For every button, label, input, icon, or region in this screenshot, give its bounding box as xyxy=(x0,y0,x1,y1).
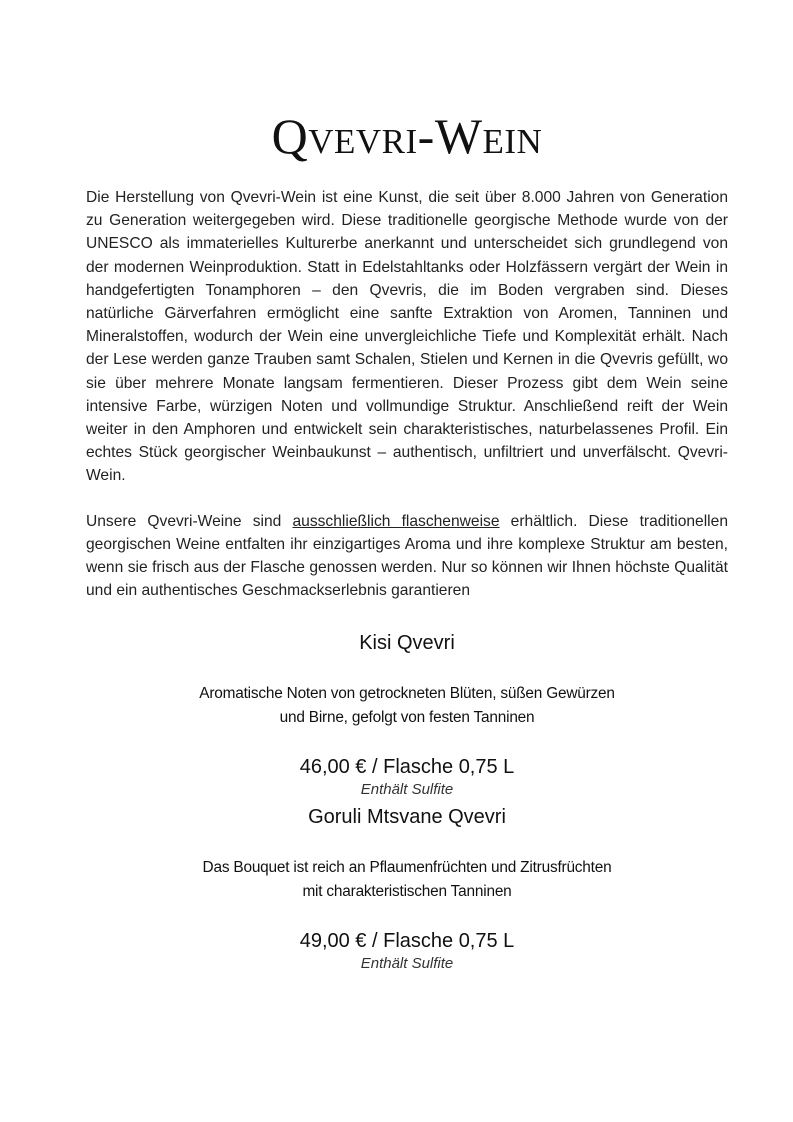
wine-name: Kisi Qvevri xyxy=(359,632,455,655)
intro-paragraph: Die Herstellung von Qvevri-Wein ist eine Kunst, die seit über 8.000 Jahren von Generation zu Generation weitergegeben wird. Diese traditionelle georgische Methode wurde von der UNESCO als immaterielles Kulturerbe anerkannt und unterscheidet sich grundlegend von der modernen Weinproduktion. Statt in Edelstahltanks oder Holzfässern vergärt der Wein in handgefertigten Tonamphoren – den Qvevris, die im Boden vergraben sind. Dieses natürliche Gärverfahren ermöglicht eine sanfte Extraktion von Aromen, Tanninen und Mineralstoffen, wodurch der Wein eine unvergleichliche Tiefe und Komplexität erhält. Nach der Lese werden ganze Trauben samt Schalen, Stielen und Kernen in die Qvevris gefüllt, wo sie über mehrere Monate langsam fermentieren. Dieser Prozess gibt dem Wein seine intensive Farbe, würzigen Noten und vollmundige Struktur. Anschließend reift der Wein weiter in den Amphoren und entwickelt sein charakteristisches, naturbelassenes Profil. Ein echtes Stück georgischer Weinbaukunst – authentisch, unfiltriert und unverfälscht. Qvevri-Wein. xyxy=(86,189,728,485)
wine-item-goruli-mtsvane-qvevri xyxy=(86,804,728,974)
wine-price: 46,00 € / Flasche 0,75 L xyxy=(299,756,515,779)
document-page xyxy=(86,0,728,974)
availability-underlined-text: ausschließlich flaschenweise xyxy=(292,512,500,530)
wine-name: Goruli Mtsvane Qvevri xyxy=(308,806,506,829)
wine-description xyxy=(86,856,728,904)
page-title: Qvevri-Wein xyxy=(271,108,543,164)
wine-description-line: mit charakteristischen Tanninen xyxy=(302,883,512,901)
availability-paragraph xyxy=(86,510,728,603)
wine-description xyxy=(86,682,728,730)
wine-description-line: Aromatische Noten von getrockneten Blüten, süßen Gewürzen xyxy=(199,685,615,703)
wine-sulfite-note: Enthält Sulfite xyxy=(360,781,454,799)
availability-text-after: erhältlich. Diese traditionellen georgischen Weine entfalten ihr einzigartiges Aroma und ihre komplexe Struktur am besten, wenn sie frisch aus der Flasche genossen werden. Nur so können wir Ihnen höchste Qualität und ein authentisches Geschmackserlebnis garantieren xyxy=(86,512,728,600)
availability-text-before: Unsere Qvevri-Weine sind xyxy=(86,512,293,530)
wine-description-line: Das Bouquet ist reich an Pflaumenfrüchten und Zitrusfrüchten xyxy=(202,859,612,877)
wine-price: 49,00 € / Flasche 0,75 L xyxy=(299,930,515,953)
wine-description-line: und Birne, gefolgt von festen Tanninen xyxy=(279,709,535,727)
wine-sulfite-note: Enthält Sulfite xyxy=(360,955,454,973)
wine-item-kisi-qvevri xyxy=(86,630,728,800)
